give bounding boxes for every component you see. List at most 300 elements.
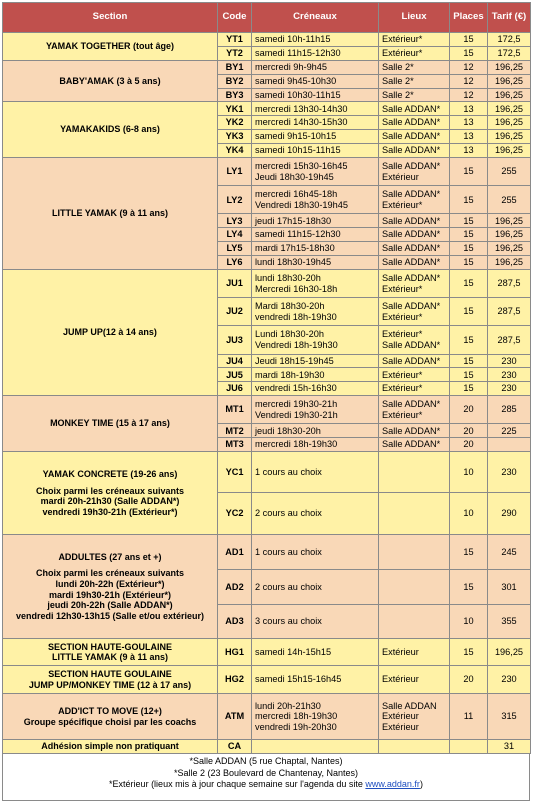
creneau-cell (252, 228, 379, 242)
section-name-cell (3, 694, 218, 740)
creneau-line: vendredi 18h-19h30 (255, 311, 337, 322)
places-cell: 15 (450, 269, 488, 297)
tarif-cell: 245 (488, 535, 531, 570)
creneau-cell (252, 694, 379, 740)
schedule-table (2, 2, 531, 754)
tarif-cell: 31 (488, 740, 531, 754)
creneau-cell (252, 396, 379, 424)
creneau-line: jeudi 17h15-18h30 (255, 215, 332, 226)
lieu-cell (379, 354, 450, 368)
creneau-cell (252, 639, 379, 666)
section-name-line: Choix parmi les créneaux suivants (35, 568, 185, 579)
lieu-cell (379, 269, 450, 297)
section-name-cell (3, 535, 218, 639)
table-row (3, 535, 531, 570)
creneau-line (255, 744, 378, 750)
tarif-cell: 230 (488, 354, 531, 368)
lieu-cell (379, 74, 450, 88)
table-row (3, 740, 531, 754)
places-cell: 10 (450, 452, 488, 493)
lieu-line: Salle ADDAN* (382, 243, 441, 254)
creneau-line: 2 cours au choix (255, 581, 322, 592)
code-cell: YC2 (218, 493, 252, 535)
lieu-line: Extérieur* (382, 48, 423, 59)
section-name-line: YAMAK CONCRETE (19-26 ans) (42, 468, 178, 479)
places-cell: 13 (450, 130, 488, 144)
code-cell: MT1 (218, 396, 252, 424)
code-cell: JU4 (218, 354, 252, 368)
creneau-line: Vendredi 18h-19h30 (255, 339, 338, 350)
lieu-cell (379, 452, 450, 493)
tarif-cell: 287,5 (488, 298, 531, 326)
table-row (3, 396, 531, 424)
creneau-line: Jeudi 18h30-19h45 (255, 171, 334, 182)
creneau-line: 2 cours au choix (255, 508, 322, 519)
creneau-cell (252, 46, 379, 60)
creneau-line: Vendredi 19h30-21h (255, 409, 338, 420)
table-header-row (3, 3, 531, 33)
section-name-cell (3, 269, 218, 395)
code-cell: MT2 (218, 424, 252, 438)
section-name-line: ADDULTES (27 ans et +) (58, 551, 162, 562)
code-cell: LY3 (218, 214, 252, 228)
table-row (3, 158, 531, 186)
code-cell: JU5 (218, 368, 252, 382)
code-cell: CA (218, 740, 252, 754)
lieu-cell (379, 228, 450, 242)
places-cell (450, 740, 488, 754)
section-name-cell (3, 396, 218, 452)
section-name-cell (3, 158, 218, 270)
table-row (3, 452, 531, 493)
code-cell: BY2 (218, 74, 252, 88)
places-cell: 11 (450, 694, 488, 740)
lieu-line: Salle ADDAN* (382, 145, 441, 156)
creneau-cell (252, 60, 379, 74)
tarif-cell: 196,25 (488, 74, 531, 88)
lieu-cell (379, 88, 450, 102)
creneau-cell (252, 570, 379, 605)
lieu-line: Extérieur (382, 171, 419, 182)
lieu-line (382, 584, 449, 590)
header-section: Section (3, 3, 218, 33)
section-name-line: LITTLE YAMAK (9 à 11 ans) (51, 652, 169, 663)
places-cell: 10 (450, 604, 488, 639)
code-cell: LY5 (218, 242, 252, 256)
section-name-line: JUMP UP(12 à 14 ans) (63, 327, 157, 338)
schedule-document (2, 2, 530, 801)
header-tarif: Tarif (€) (488, 3, 531, 33)
tarif-cell: 196,25 (488, 214, 531, 228)
tarif-cell: 196,25 (488, 242, 531, 256)
section-name-line: mardi 19h30-21h (Extérieur*) (48, 589, 172, 600)
lieu-line: Salle ADDAN* (382, 131, 441, 142)
tarif-cell: 287,5 (488, 269, 531, 297)
tarif-cell: 196,25 (488, 116, 531, 130)
creneau-line: mercredi 15h30-16h45 (255, 161, 348, 172)
creneau-line: samedi 11h15-12h30 (255, 229, 341, 240)
lieu-cell (379, 570, 450, 605)
code-cell: AD2 (218, 570, 252, 605)
creneau-line: mercredi 14h30-15h30 (255, 117, 348, 128)
section-name-cell (3, 60, 218, 102)
places-cell: 10 (450, 493, 488, 535)
places-cell: 15 (450, 186, 488, 214)
tarif-cell: 196,25 (488, 639, 531, 666)
creneau-cell (252, 535, 379, 570)
creneau-line: mercredi 18h-19h30 (255, 711, 338, 722)
lieu-line: Salle ADDAN* (382, 215, 441, 226)
places-cell: 12 (450, 88, 488, 102)
code-cell: LY1 (218, 158, 252, 186)
lieu-cell (379, 493, 450, 535)
code-cell: YK4 (218, 144, 252, 158)
tarif-cell: 355 (488, 604, 531, 639)
creneau-line: 3 cours au choix (255, 616, 322, 627)
code-cell: BY1 (218, 60, 252, 74)
lieu-line: Extérieur (382, 674, 419, 685)
code-cell: AD1 (218, 535, 252, 570)
code-cell: ATM (218, 694, 252, 740)
lieu-line (382, 469, 449, 475)
lieu-line: Salle ADDAN* (382, 425, 441, 436)
lieu-line: Salle ADDAN* (382, 257, 441, 268)
table-row (3, 60, 531, 74)
creneau-cell (252, 368, 379, 382)
lieu-cell (379, 666, 450, 694)
section-name-line: lundi 20h-22h (Extérieur*) (55, 579, 165, 590)
footnotes (2, 754, 530, 801)
places-cell: 15 (450, 228, 488, 242)
tarif-cell: 285 (488, 396, 531, 424)
places-cell: 15 (450, 298, 488, 326)
creneau-line: lundi 20h-21h30 (255, 700, 321, 711)
lieu-line: Extérieur* (382, 283, 423, 294)
section-name-line: mardi 20h-21h30 (Salle ADDAN*) (40, 496, 180, 507)
creneau-line: lundi 18h30-19h45 (255, 257, 332, 268)
lieu-line: Salle 2* (382, 61, 414, 72)
creneau-cell (252, 438, 379, 452)
lieu-cell (379, 144, 450, 158)
code-cell: YK1 (218, 102, 252, 116)
places-cell: 13 (450, 102, 488, 116)
lieu-line: Salle ADDAN* (382, 355, 441, 366)
header-code: Code (218, 3, 252, 33)
places-cell: 20 (450, 396, 488, 424)
creneau-line: Lundi 18h30-20h (255, 329, 324, 340)
creneau-cell (252, 102, 379, 116)
creneau-cell (252, 354, 379, 368)
footnote-exterieur (3, 779, 529, 791)
creneau-line: samedi 11h15-12h30 (255, 48, 341, 59)
section-name-line: Groupe spécifique choisi par les coachs (23, 716, 197, 727)
lieu-cell (379, 256, 450, 270)
creneau-cell (252, 144, 379, 158)
creneau-cell (252, 242, 379, 256)
code-cell: BY3 (218, 88, 252, 102)
header-lieux: Lieux (379, 3, 450, 33)
creneau-line: mercredi 19h30-21h (255, 399, 338, 410)
section-name-line: SECTION HAUTE-GOULAINE (47, 641, 172, 652)
tarif-cell: 172,5 (488, 46, 531, 60)
creneau-cell (252, 326, 379, 354)
creneau-line: jeudi 18h30-20h (255, 425, 321, 436)
code-cell: HG1 (218, 639, 252, 666)
tarif-cell: 230 (488, 666, 531, 694)
tarif-cell: 196,25 (488, 130, 531, 144)
footnote-exterieur-text: *Extérieur (lieux mis à jour chaque semaine sur l'agenda du site (109, 779, 366, 790)
creneau-cell (252, 604, 379, 639)
code-cell: YT2 (218, 46, 252, 60)
lieu-cell (379, 130, 450, 144)
creneau-line: vendredi 19h-20h30 (255, 721, 337, 732)
creneau-line: Mercredi 16h30-18h (255, 283, 338, 294)
creneau-line: samedi 15h15-16h45 (255, 674, 342, 685)
tarif-cell: 290 (488, 493, 531, 535)
creneau-line: mercredi 13h30-14h30 (255, 103, 348, 114)
lieu-cell (379, 535, 450, 570)
section-name-line: YAMAKAKIDS (6-8 ans) (60, 124, 160, 135)
places-cell: 15 (450, 33, 488, 47)
creneau-cell (252, 666, 379, 694)
creneau-line: Vendredi 18h30-19h45 (255, 199, 348, 210)
creneau-cell (252, 116, 379, 130)
code-cell: YK3 (218, 130, 252, 144)
section-name-line: Adhésion simple non pratiquant (41, 741, 179, 752)
tarif-cell: 196,25 (488, 102, 531, 116)
creneau-line: mardi 18h-19h30 (255, 369, 325, 380)
tarif-cell: 196,25 (488, 60, 531, 74)
creneau-cell (252, 74, 379, 88)
lieu-line: Extérieur* (382, 329, 423, 340)
lieu-cell (379, 694, 450, 740)
places-cell: 20 (450, 424, 488, 438)
tarif-cell: 287,5 (488, 326, 531, 354)
code-cell: LY6 (218, 256, 252, 270)
code-cell: LY2 (218, 186, 252, 214)
lieu-line: Extérieur (382, 646, 419, 657)
creneau-cell (252, 158, 379, 186)
lieu-cell (379, 639, 450, 666)
places-cell: 15 (450, 326, 488, 354)
creneau-line: samedi 9h45-10h30 (255, 75, 337, 86)
section-name-line: YAMAK TOGETHER (tout âge) (45, 41, 174, 52)
section-name-cell (3, 33, 218, 61)
lieu-line (382, 549, 449, 555)
code-cell: AD3 (218, 604, 252, 639)
places-cell: 15 (450, 46, 488, 60)
lieu-cell (379, 46, 450, 60)
section-name-cell (3, 452, 218, 535)
tarif-cell: 255 (488, 158, 531, 186)
creneau-cell (252, 130, 379, 144)
creneau-line: lundi 18h30-20h (255, 272, 321, 283)
creneau-line: samedi 10h15-11h15 (255, 145, 341, 156)
code-cell: YT1 (218, 33, 252, 47)
places-cell: 20 (450, 666, 488, 694)
footnote-exterieur-end: ) (419, 779, 423, 790)
tarif-cell: 196,25 (488, 88, 531, 102)
table-row (3, 639, 531, 666)
creneau-cell (252, 33, 379, 47)
places-cell: 12 (450, 60, 488, 74)
lieu-cell (379, 438, 450, 452)
code-cell: YC1 (218, 452, 252, 493)
lieu-cell (379, 186, 450, 214)
tarif-cell: 172,5 (488, 33, 531, 47)
creneau-line: samedi 9h15-10h15 (255, 131, 337, 142)
section-name-line: Choix parmi les créneaux suivants (35, 485, 185, 496)
code-cell: JU1 (218, 269, 252, 297)
lieu-line: Extérieur* (382, 311, 423, 322)
lieu-line: Salle ADDAN* (382, 229, 441, 240)
places-cell: 13 (450, 116, 488, 130)
creneau-cell (252, 214, 379, 228)
tarif-cell: 230 (488, 368, 531, 382)
lieu-line (382, 744, 449, 750)
tarif-cell: 315 (488, 694, 531, 740)
places-cell: 15 (450, 382, 488, 396)
places-cell: 20 (450, 438, 488, 452)
lieu-cell (379, 740, 450, 754)
creneau-cell (252, 298, 379, 326)
lieu-cell (379, 604, 450, 639)
lieu-line: Salle ADDAN* (382, 103, 441, 114)
table-row (3, 666, 531, 694)
places-cell: 15 (450, 570, 488, 605)
lieu-cell (379, 116, 450, 130)
section-name-line: ADD'ICT TO MOVE (12+) (58, 706, 162, 717)
lieu-line: Salle ADDAN* (382, 301, 441, 312)
code-cell: MT3 (218, 438, 252, 452)
creneau-line: samedi 14h-15h15 (255, 646, 332, 657)
section-name-line: JUMP UP/MONKEY TIME (12 à 17 ans) (28, 679, 192, 690)
schedule-body (3, 33, 531, 754)
lieu-line (382, 618, 449, 624)
section-name-line: MONKEY TIME (15 à 17 ans) (50, 418, 170, 429)
table-row (3, 694, 531, 740)
creneau-line: Mardi 18h30-20h (255, 301, 325, 312)
lieu-line: Salle 2* (382, 75, 414, 86)
code-cell: JU6 (218, 382, 252, 396)
section-name-cell (3, 666, 218, 694)
lieu-line: Salle ADDAN* (382, 189, 441, 200)
lieu-line: Extérieur* (382, 383, 423, 394)
table-row (3, 102, 531, 116)
tarif-cell: 225 (488, 424, 531, 438)
creneau-line: Jeudi 18h15-19h45 (255, 355, 334, 366)
lieu-line: Extérieur (382, 721, 419, 732)
code-cell: YK2 (218, 116, 252, 130)
lieu-cell (379, 33, 450, 47)
lieu-line: Extérieur* (382, 409, 423, 420)
tarif-cell: 301 (488, 570, 531, 605)
creneau-cell (252, 186, 379, 214)
places-cell: 13 (450, 144, 488, 158)
places-cell: 15 (450, 535, 488, 570)
creneau-line: mercredi 16h45-18h (255, 189, 338, 200)
creneau-line: mardi 17h15-18h30 (255, 243, 335, 254)
lieu-line: Salle 2* (382, 89, 414, 100)
places-cell: 15 (450, 214, 488, 228)
lieu-line: Salle ADDAN* (382, 439, 441, 450)
footnote-salle-addan: *Salle ADDAN (5 rue Chaptal, Nantes) (189, 756, 343, 767)
creneau-cell (252, 88, 379, 102)
creneau-cell (252, 452, 379, 493)
section-name-line: SECTION HAUTE GOULAINE (48, 669, 172, 680)
creneau-cell (252, 493, 379, 535)
section-name-cell (3, 740, 218, 754)
lieu-cell (379, 326, 450, 354)
lieu-cell (379, 158, 450, 186)
creneau-cell (252, 382, 379, 396)
section-name-line: jeudi 20h-22h (Salle ADDAN*) (47, 600, 173, 611)
lieu-cell (379, 102, 450, 116)
header-creneaux: Créneaux (252, 3, 379, 33)
places-cell: 15 (450, 242, 488, 256)
lieu-cell (379, 424, 450, 438)
lieu-line: Salle ADDAN* (382, 117, 441, 128)
lieu-cell (379, 60, 450, 74)
table-row (3, 269, 531, 297)
creneau-line: samedi 10h30-11h15 (255, 89, 341, 100)
addan-website-link[interactable]: www.addan.fr (365, 779, 420, 790)
places-cell: 15 (450, 158, 488, 186)
creneau-line: 1 cours au choix (255, 466, 322, 477)
lieu-line: Salle ADDAN* (382, 339, 441, 350)
code-cell: JU2 (218, 298, 252, 326)
places-cell: 15 (450, 639, 488, 666)
creneau-line: mercredi 18h-19h30 (255, 439, 338, 450)
section-name-line: LITTLE YAMAK (9 à 11 ans) (51, 208, 169, 219)
section-name-cell (3, 639, 218, 666)
code-cell: HG2 (218, 666, 252, 694)
lieu-cell (379, 298, 450, 326)
creneau-cell (252, 269, 379, 297)
creneau-cell (252, 740, 379, 754)
tarif-cell: 255 (488, 186, 531, 214)
header-places: Places (450, 3, 488, 33)
creneau-line: mercredi 9h-9h45 (255, 61, 328, 72)
places-cell: 12 (450, 74, 488, 88)
lieu-cell (379, 382, 450, 396)
lieu-line: Extérieur* (382, 369, 423, 380)
section-name-cell (3, 102, 218, 158)
lieu-cell (379, 214, 450, 228)
tarif-cell: 196,25 (488, 228, 531, 242)
creneau-line: samedi 10h-11h15 (255, 34, 331, 45)
lieu-line (382, 511, 449, 517)
lieu-line: Extérieur* (382, 199, 423, 210)
section-name-line: vendredi 19h30-21h (Extérieur*) (42, 506, 178, 517)
creneau-cell (252, 424, 379, 438)
section-name-line: vendredi 12h30-13h15 (Salle et/ou extérieur) (15, 610, 205, 621)
lieu-cell (379, 396, 450, 424)
lieu-cell (379, 368, 450, 382)
tarif-cell: 230 (488, 382, 531, 396)
lieu-line: Salle ADDAN (382, 700, 437, 711)
footnote-salle-2: *Salle 2 (23 Boulevard de Chantenay, Nantes) (174, 767, 358, 778)
lieu-line: Salle ADDAN* (382, 272, 441, 283)
places-cell: 15 (450, 368, 488, 382)
tarif-cell (488, 438, 531, 452)
code-cell: JU3 (218, 326, 252, 354)
creneau-line: 1 cours au choix (255, 546, 322, 557)
lieu-cell (379, 242, 450, 256)
table-row (3, 33, 531, 47)
places-cell: 15 (450, 256, 488, 270)
code-cell: LY4 (218, 228, 252, 242)
